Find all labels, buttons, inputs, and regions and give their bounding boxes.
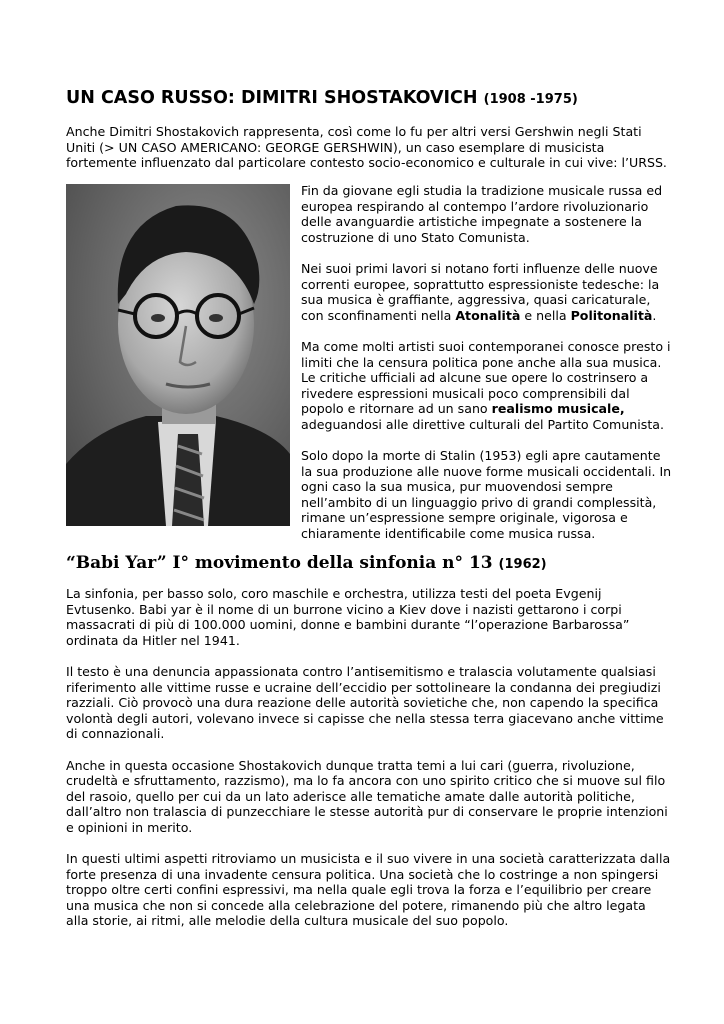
section-heading-year: (1962): [498, 557, 547, 572]
portrait-photo: [66, 184, 290, 526]
bio-paragraph-2: [301, 261, 673, 323]
bio-paragraph-2-mid: e nella: [520, 307, 571, 323]
title-dates: (1908 -1975): [483, 92, 578, 107]
bio-paragraph-4: Solo dopo la morte di Stalin (1953) egli apre cautamente la sua produzione alle nuove forme musicali occidentali. In ogni caso la sua musica, pur muovendosi sempre nell’ambito di un linguaggio privo di grandi complessità, rimane un’espressione sempre originale, vigorosa e chiaramente identificabile come musica russa.: [301, 448, 672, 542]
term-realismo-musicale: realismo musicale,: [491, 401, 625, 417]
bio-paragraph-2-text: Nei suoi primi lavori si notano forti influenze delle nuove correnti europee, soprattutto espressioniste tedesche: la sua musica è graffiante, aggressiva, quasi caricaturale, con sconfinamenti nella: [301, 260, 660, 323]
section-heading: [66, 553, 670, 573]
bio-paragraph-3: [301, 339, 673, 433]
section-paragraph-3: Anche in questa occasione Shostakovich dunque tratta temi a lui cari (guerra, rivoluzione, crudeltà e sfruttamento, razzismo), ma lo fa ancora con uno spirito critico che si muove sul filo del rasoio, quello per cui da un lato aderisce alle tematiche amate dalle autorità politiche, dall’altro non tralascia di punzecchiare le stesse autorità pur di conservare le proprie intenzioni e opinioni in merito.: [66, 757, 668, 835]
intro-paragraph: Anche Dimitri Shostakovich rappresenta, così come lo fu per altri versi Gershwin negli Stati Uniti (> UN CASO AMERICANO: GEORGE GERSHWIN), un caso esemplare di musicista fortemente influenzato dal particolare contesto socio-economico e culturale in cui vive: l’URSS.: [66, 124, 667, 171]
section-paragraph-4: In questi ultimi aspetti ritroviamo un musicista e il suo vivere in una società caratterizzata dalla forte presenza di una invadente censura politica. Una società che lo costringe a non spingersi troppo oltre certi confini espressivi, ma nella quale egli trova la forza e l’equilibrio per creare una musica che non si concede alla celebrazione del potere, rimanendo più che altro legata alla storie, ai ritmi, alle melodie della cultura musicale del suo popolo.: [66, 851, 671, 929]
page-title: [66, 88, 670, 108]
bio-paragraph-3-text: Ma come molti artisti suoi contemporanei conosce presto i limiti che la censura politica pone anche alla sua musica. Le critiche ufficiali ad alcune sue opere lo costrinsero a rivedere espressioni musicali poco comprensibili dal popolo e ritornare ad un sano: [301, 338, 671, 417]
title-text: UN CASO RUSSO: DIMITRI SHOSTAKOVICH: [66, 88, 478, 108]
section-body: [66, 586, 672, 945]
term-atonalita: Atonalità: [455, 307, 521, 323]
section-paragraph-2: Il testo è una denuncia appassionata contro l’antisemitismo e tralascia volutamente qualsiasi riferimento alle vittime russe e ucraine dell’eccidio per sottolineare la condanna dei pregiudizi razziali. Ciò provocò una dura reazione delle autorità sovietiche che, non capendo la specifica volontà degli autori, volevano invece si capisse che nella stessa terra giacevano anche vittime di connazionali.: [66, 663, 664, 742]
bio-column: [301, 183, 673, 557]
term-politonalita: Politonalità: [570, 307, 653, 323]
portrait-illustration: [66, 184, 290, 526]
bio-paragraph-3-end: adeguandosi alle direttive culturali del Partito Comunista.: [301, 416, 665, 432]
bio-paragraph-1: Fin da giovane egli studia la tradizione musicale russa ed europea respirando al contempo l’ardore rivoluzionario delle avanguardie artistiche impegnate a sostenere la costruzione di uno Stato Comunista.: [301, 183, 663, 245]
section-paragraph-1: La sinfonia, per basso solo, coro maschile e orchestra, utilizza testi del poeta Evgenij Evtusenko. Babi yar è il nome di un burrone vicino a Kiev dove i nazisti gettarono i corpi massacrati di più di 100.000 uomini, donne e bambini durante “l’operazione Barbarossa” ordinata da Hitler nel 1941.: [66, 586, 630, 648]
bio-paragraph-2-end: .: [652, 307, 657, 323]
section-heading-text: “Babi Yar” I° movimento della sinfonia n° 13: [66, 553, 493, 573]
